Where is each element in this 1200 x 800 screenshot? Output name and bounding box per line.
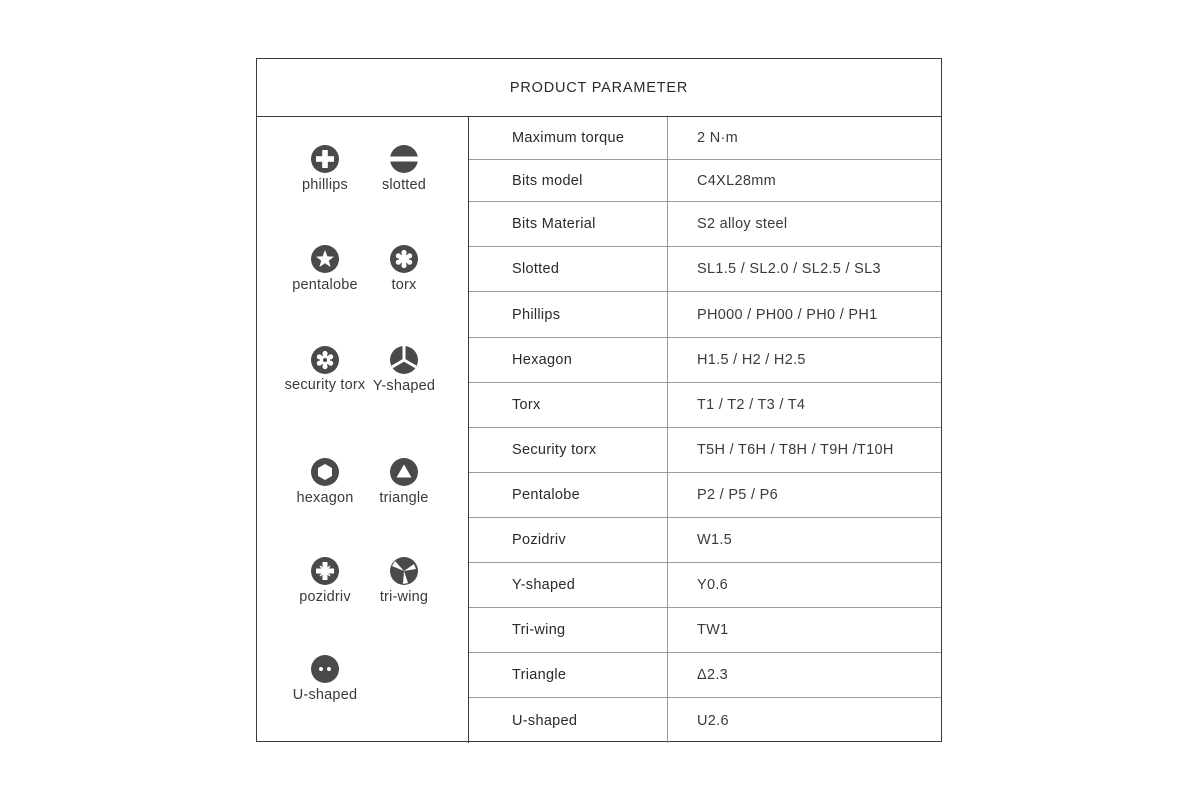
table-row xyxy=(469,338,941,383)
param-name: Pozidriv xyxy=(469,518,668,562)
param-name: Torx xyxy=(469,383,668,427)
product-parameter-panel xyxy=(256,58,942,742)
hexagon-icon xyxy=(310,457,340,487)
bit-type-label: phillips xyxy=(302,177,348,193)
u-shaped-icon xyxy=(310,654,340,684)
param-value: 2 N·m xyxy=(697,130,738,146)
slotted-icon xyxy=(389,144,419,174)
table-row xyxy=(469,653,941,698)
bit-type-label: torx xyxy=(391,277,417,293)
bit-type-security-torx xyxy=(280,345,370,392)
param-value: H1.5 / H2 / H2.5 xyxy=(697,352,806,368)
param-name: Bits model xyxy=(469,160,668,201)
table-row xyxy=(469,698,941,743)
param-name: Y-shaped xyxy=(469,563,668,607)
bit-type-u-shaped xyxy=(280,654,370,702)
table-row xyxy=(469,383,941,428)
bit-type-label: security torx xyxy=(284,377,366,393)
table-row xyxy=(469,563,941,608)
param-name: Bits Material xyxy=(469,202,668,246)
y-shaped-icon xyxy=(389,345,419,375)
param-name: Triangle xyxy=(469,653,668,697)
bit-type-slotted xyxy=(359,144,449,192)
param-value: PH000 / PH00 / PH0 / PH1 xyxy=(697,306,878,323)
param-name: Hexagon xyxy=(469,338,668,382)
bit-type-label: slotted xyxy=(381,177,427,193)
bit-type-label: tri-wing xyxy=(379,589,429,605)
param-value: SL1.5 / SL2.0 / SL2.5 / SL3 xyxy=(697,261,881,277)
param-name: Phillips xyxy=(469,292,668,337)
bit-type-label: triangle xyxy=(379,490,429,506)
pentalobe-icon xyxy=(310,244,340,274)
pozidriv-icon xyxy=(310,556,340,586)
panel-title: PRODUCT PARAMETER xyxy=(257,59,941,117)
bit-type-label: Y-shaped xyxy=(372,378,436,394)
param-value: W1.5 xyxy=(697,532,733,548)
bit-type-triangle xyxy=(359,457,449,505)
bit-type-pentalobe xyxy=(280,244,370,292)
bit-type-phillips xyxy=(280,144,370,192)
param-name: Slotted xyxy=(469,247,668,291)
security-torx-icon xyxy=(310,345,340,375)
table-row xyxy=(469,518,941,563)
param-value: U2.6 xyxy=(697,712,729,729)
param-name: Maximum torque xyxy=(469,117,668,159)
bit-type-hexagon xyxy=(280,457,370,505)
table-row xyxy=(469,608,941,653)
param-value: C4XL28mm xyxy=(697,172,776,189)
tri-wing-icon xyxy=(389,556,419,586)
param-value: Δ2.3 xyxy=(697,667,729,683)
bit-type-label: U-shaped xyxy=(292,687,358,703)
parameters-table xyxy=(469,117,941,743)
triangle-icon xyxy=(389,457,419,487)
table-row xyxy=(469,160,941,202)
table-row xyxy=(469,428,941,473)
bit-types-panel xyxy=(257,117,469,743)
table-row xyxy=(469,247,941,292)
bit-type-pozidriv xyxy=(280,556,370,604)
torx-icon xyxy=(389,244,419,274)
param-value: Y0.6 xyxy=(697,577,729,593)
param-name: Security torx xyxy=(469,428,668,472)
param-value: T5H / T6H / T8H / T9H /T10H xyxy=(697,442,894,458)
table-row xyxy=(469,292,941,338)
param-value: P2 / P5 / P6 xyxy=(697,487,778,503)
bit-type-label: pozidriv xyxy=(299,589,351,605)
param-value: TW1 xyxy=(697,622,729,638)
param-name: Pentalobe xyxy=(469,473,668,517)
phillips-icon xyxy=(310,144,340,174)
table-row xyxy=(469,473,941,518)
bit-type-torx xyxy=(359,244,449,292)
table-row xyxy=(469,202,941,247)
bit-type-tri-wing xyxy=(359,556,449,604)
bit-type-y-shaped xyxy=(359,345,449,393)
bit-type-label: hexagon xyxy=(296,490,354,506)
param-value: T1 / T2 / T3 / T4 xyxy=(697,397,806,413)
param-value: S2 alloy steel xyxy=(697,216,788,232)
bit-type-label: pentalobe xyxy=(292,277,358,293)
param-name: Tri-wing xyxy=(469,608,668,652)
param-name: U-shaped xyxy=(469,698,668,743)
table-row xyxy=(469,117,941,160)
